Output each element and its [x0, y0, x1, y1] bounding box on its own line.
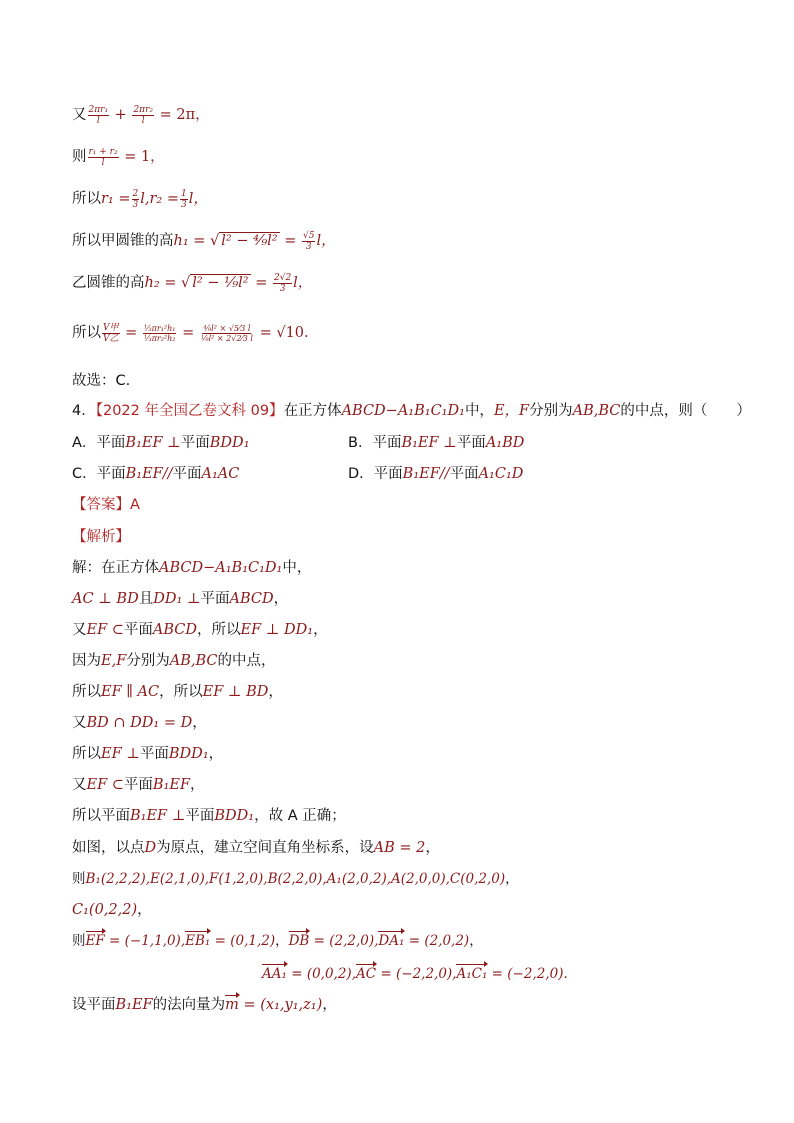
math: B₁EF ⊥ — [125, 435, 181, 451]
math: AB = 2 — [373, 840, 426, 856]
solution-line-14 — [262, 963, 568, 985]
text: 平面 — [139, 746, 169, 762]
math: EF ⊥ DD₁ — [240, 622, 314, 638]
math: = 2π， — [159, 107, 210, 123]
math: EF ⊥ BD — [202, 684, 269, 700]
text: ， — [137, 902, 152, 918]
vector: m — [225, 994, 239, 1016]
text: 如图，以点 — [72, 840, 145, 856]
math: h₂ = — [144, 275, 177, 291]
math: EF ⊥ — [101, 746, 140, 762]
text: 故选：C. — [72, 373, 131, 389]
math: l， — [188, 191, 208, 207]
option-d — [348, 463, 523, 485]
vector: A₁C₁ — [456, 963, 487, 985]
text: 又 — [72, 107, 87, 123]
option-b — [348, 432, 524, 454]
equals: = — [255, 275, 268, 291]
text: 设平面 — [72, 997, 116, 1013]
math: l， — [293, 275, 313, 291]
fraction: $\frac{\text{2πr₂}}{l}$ — [133, 104, 153, 126]
math: BDD₁ — [168, 746, 209, 762]
text: 平面 — [123, 622, 153, 638]
text: 又 — [72, 777, 87, 793]
text: ，故 A 正确； — [254, 808, 346, 824]
text: 平面 — [200, 591, 230, 607]
text: 所以平面 — [72, 808, 130, 824]
math: ABCD−A₁B₁C₁D₁ — [159, 560, 283, 576]
math: B₁EF// — [402, 466, 450, 482]
answer-value: A — [130, 497, 140, 513]
math: = (−1,1,0), — [104, 933, 186, 949]
equals: = — [125, 325, 138, 341]
math: E,F — [101, 653, 127, 669]
solution-line-15 — [72, 994, 337, 1016]
line-radii — [72, 188, 208, 210]
math: ABCD−A₁B₁C₁D₁ — [341, 403, 465, 419]
text: ， — [192, 715, 207, 731]
line-choice — [72, 370, 130, 392]
math: BDD₁ — [209, 435, 250, 451]
line-sum-arc — [72, 104, 210, 126]
text: ， — [190, 777, 205, 793]
text: B．平面 — [348, 435, 402, 451]
text: ， — [275, 933, 289, 949]
solution-line-7 — [72, 743, 223, 765]
text: 为原点，建立空间直角坐标系，设 — [156, 840, 374, 856]
text: 且 — [138, 591, 154, 607]
fraction: $\frac{1}{3}$ — [181, 188, 187, 210]
text: ， — [313, 622, 328, 638]
math: = √10. — [259, 325, 309, 341]
text: ， — [469, 933, 483, 949]
text: 的中点， — [217, 653, 276, 669]
math: = (0,1,2) — [210, 933, 276, 949]
vector: DB — [289, 930, 310, 952]
equals: = — [284, 233, 297, 249]
math: = (2,0,2) — [404, 933, 470, 949]
math: BD ∩ DD₁ = D — [86, 715, 193, 731]
math: B₁EF// — [125, 466, 173, 482]
math: B₁(2,2,2),E(2,1,0),F(1,2,0),B(2,2,0),A₁(2,0,2),A(2,0,0),C(0,2,0) — [85, 871, 506, 887]
text: 的中点，则（ ） — [620, 403, 751, 419]
text: ， — [268, 684, 283, 700]
text: 中， — [464, 403, 494, 419]
math: BDD₁ — [214, 808, 255, 824]
math: = (2,2,0), — [309, 933, 379, 949]
math: A₁BD — [485, 435, 525, 451]
solution-line-8 — [72, 774, 205, 796]
text: 所以甲圆锥的高 — [72, 233, 174, 249]
plus-sign: + — [114, 107, 127, 123]
text: 在正方体 — [283, 403, 342, 419]
vector: AC — [356, 963, 376, 985]
text: 又 — [72, 715, 87, 731]
math: EF ⊂ — [86, 622, 124, 638]
text: 分别为 — [529, 403, 573, 419]
solution-line-6 — [72, 712, 207, 734]
fraction: $\frac{\text{⁴⁄₉l² × √5⁄3 l}}{\text{¹⁄₉l² × 2√2⁄3 l}}$ — [200, 323, 253, 343]
text: 因为 — [72, 653, 101, 669]
line-ratio — [72, 146, 165, 168]
text: 解：在正方体 — [72, 560, 159, 576]
fraction: $\frac{\text{2πr₁}}{l}$ — [88, 104, 109, 126]
vector: AA₁ — [262, 963, 287, 985]
solution-line-9 — [72, 805, 346, 827]
option-a — [72, 432, 250, 454]
line-height-yi — [72, 272, 312, 294]
math: A₁AC — [201, 466, 240, 482]
sqrt: √ l² − ¹⁄₉l² — [181, 275, 249, 291]
vector: EF — [86, 930, 105, 952]
text: ， — [273, 591, 289, 607]
analysis-heading — [72, 526, 130, 548]
math: DD₁ ⊥ — [153, 591, 201, 607]
text: 则 — [72, 871, 86, 887]
question-source-tag: 【2022 年全国乙卷文科 09】 — [95, 403, 284, 419]
math: B₁EF — [115, 997, 153, 1013]
math: B₁EF ⊥ — [130, 808, 186, 824]
math: = (x₁,y₁,z₁) — [238, 997, 323, 1013]
math: EF ∥ AC — [101, 684, 160, 700]
text: 平面 — [172, 466, 202, 482]
solution-line-1 — [72, 557, 311, 579]
answer-line — [72, 494, 140, 516]
math: AB,BC — [169, 653, 218, 669]
text: 所以 — [72, 191, 101, 207]
text: 平面 — [180, 435, 210, 451]
solution-line-5 — [72, 681, 283, 703]
text: D．平面 — [348, 466, 403, 482]
text: 乙圆锥的高 — [72, 275, 145, 291]
vector: DA₁ — [378, 930, 404, 952]
fraction: $\frac{2}{3}$ — [132, 188, 139, 210]
text: 平面 — [185, 808, 215, 824]
text: ， — [322, 997, 337, 1013]
sqrt: √ l² − ⁴⁄₉l² — [210, 233, 278, 249]
math: ABCD — [152, 622, 198, 638]
fraction: $\frac{2√2}{3}$ — [273, 272, 292, 294]
option-c — [72, 463, 239, 485]
text: A．平面 — [72, 435, 126, 451]
text: ，所以 — [159, 684, 203, 700]
text: ， — [505, 871, 519, 887]
solution-line-2 — [72, 588, 288, 610]
analysis-tag: 【解析】 — [72, 529, 130, 545]
math: AB,BC — [572, 403, 621, 419]
text: ， — [208, 746, 224, 762]
math: ABCD — [229, 591, 274, 607]
math: A₁C₁D — [478, 466, 524, 482]
question-number: 4． — [72, 403, 96, 419]
text: 中， — [282, 560, 312, 576]
math: D — [144, 840, 157, 856]
fraction: $\frac{\text{⅓πr₁²h₁}}{\text{⅓πr₂²h₂}}$ — [143, 323, 176, 343]
solution-line-12 — [72, 899, 152, 921]
text: 又 — [72, 622, 87, 638]
math: B₁EF — [152, 777, 191, 793]
vector: EB₁ — [185, 930, 210, 952]
fraction: $\frac{\text{r₁ + r₂}}{l}$ — [88, 146, 118, 168]
math: = (−2,2,0). — [487, 966, 568, 982]
answer-tag: 【答案】 — [72, 497, 130, 513]
line-volume-ratio — [72, 322, 309, 344]
text: 所以 — [72, 325, 101, 341]
fraction: $\frac{√5}{3}$ — [302, 230, 315, 252]
math: AC ⊥ BD — [72, 591, 139, 607]
math: l,r₂ = — [140, 191, 179, 207]
solution-line-11 — [72, 868, 519, 890]
math: = 1， — [124, 149, 165, 165]
text: 则 — [72, 149, 87, 165]
text: 所以 — [72, 746, 101, 762]
math: h₁ = — [173, 233, 206, 249]
math: = (0,0,2), — [286, 966, 356, 982]
text: 的法向量为 — [152, 997, 226, 1013]
math: l， — [316, 233, 336, 249]
equals: = — [182, 325, 195, 341]
text: 平面 — [123, 777, 153, 793]
text: 平面 — [456, 435, 486, 451]
line-height-jia — [72, 230, 336, 252]
text: 平面 — [449, 466, 479, 482]
text: 所以 — [72, 684, 101, 700]
solution-line-3 — [72, 619, 328, 641]
solution-line-13 — [72, 930, 483, 952]
math: E，F — [493, 403, 530, 419]
math: B₁EF ⊥ — [401, 435, 457, 451]
text: 则 — [72, 933, 86, 949]
solution-line-10 — [72, 837, 440, 859]
solution-line-4 — [72, 650, 276, 672]
fraction: $\frac{\text{V甲}}{\text{V乙}}$ — [103, 322, 119, 344]
math: EF ⊂ — [86, 777, 124, 793]
text: C．平面 — [72, 466, 126, 482]
math: = (−2,2,0), — [376, 966, 457, 982]
text: 分别为 — [126, 653, 170, 669]
math: C₁(0,2,2) — [72, 902, 138, 918]
text: ， — [425, 840, 440, 856]
math: r₁ = — [101, 191, 131, 207]
text: ，所以 — [197, 622, 241, 638]
question-4 — [72, 400, 751, 422]
